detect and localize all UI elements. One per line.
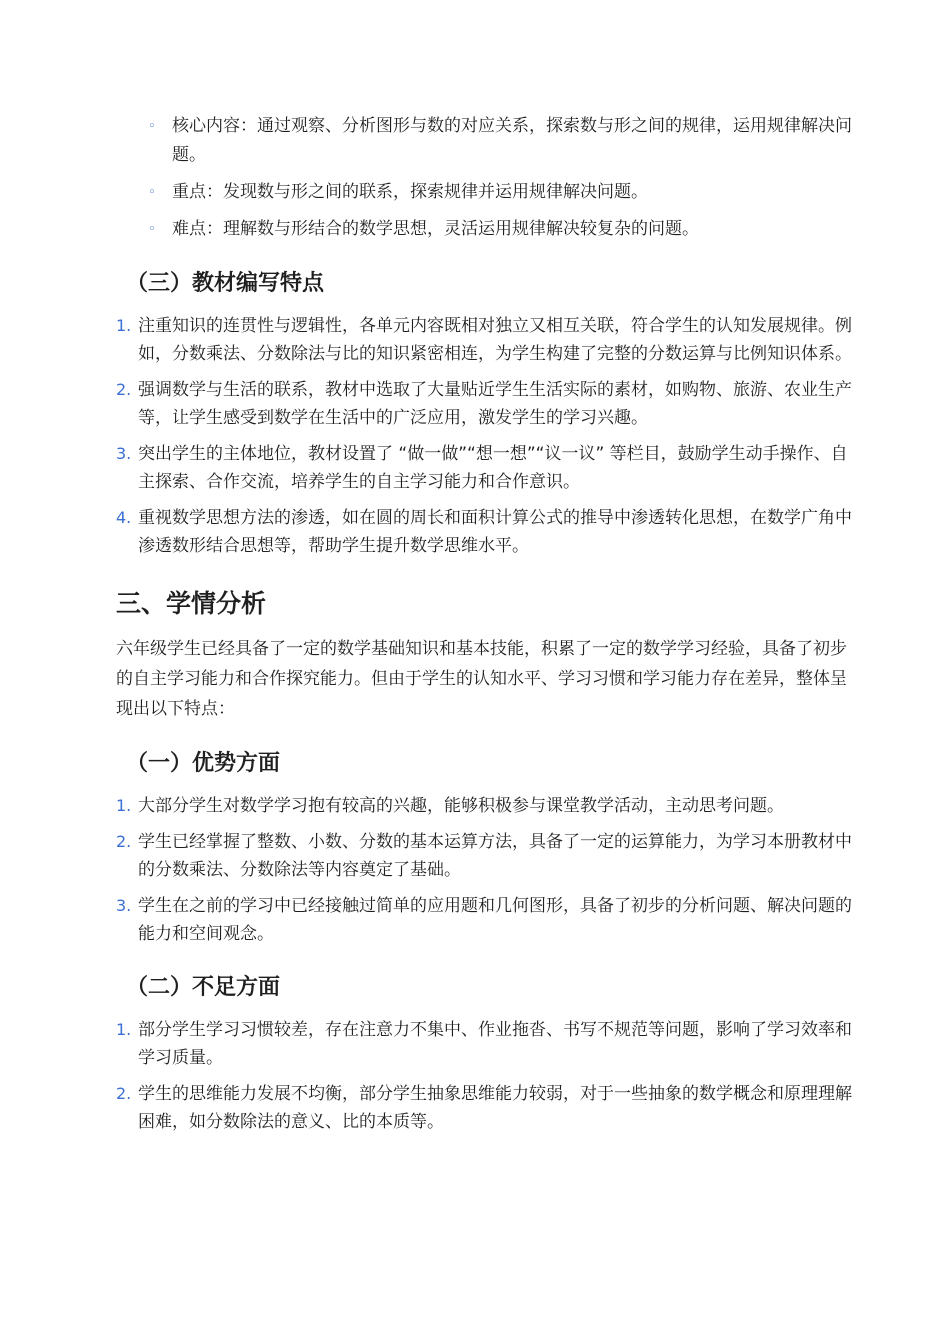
list-number: 2.	[116, 1084, 132, 1103]
list-item	[116, 215, 856, 244]
list-item-text: 难点：理解数与形结合的数学思想，灵活运用规律解决较复杂的问题。	[172, 219, 699, 239]
list-item-text: 核心内容：通过观察、分析图形与数的对应关系，探索数与形之间的规律，运用规律解决问题。	[172, 116, 852, 165]
textbook-features-list	[116, 312, 856, 560]
list-number: 2.	[116, 832, 132, 851]
list-item	[116, 892, 856, 948]
list-item	[116, 792, 856, 820]
list-item-text: 重点：发现数与形之间的联系，探索规律并运用规律解决问题。	[172, 182, 648, 202]
list-item-text: 学生已经掌握了整数、小数、分数的基本运算方法，具备了一定的运算能力，为学习本册教材中的分数乘法、分数除法等内容奠定了基础。	[138, 832, 852, 880]
strengths-list	[116, 792, 856, 948]
list-item-text: 部分学生学习习惯较差，存在注意力不集中、作业拖沓、书写不规范等问题，影响了学习效率和学习质量。	[138, 1020, 852, 1068]
list-item	[116, 828, 856, 884]
list-number: 1.	[116, 1020, 132, 1039]
list-number: 2.	[116, 380, 132, 399]
top-bullet-list	[116, 112, 856, 244]
list-item-text: 重视数学思想方法的渗透，如在圆的周长和面积计算公式的推导中渗透转化思想，在数学广角中渗透数形结合思想等，帮助学生提升数学思维水平。	[138, 508, 852, 556]
list-number: 1.	[116, 316, 132, 335]
list-item	[116, 178, 856, 207]
section-heading-student-analysis: 三、学情分析	[116, 589, 267, 618]
list-item-text: 学生的思维能力发展不均衡，部分学生抽象思维能力较弱，对于一些抽象的数学概念和原理理解困难，如分数除法的意义、比的本质等。	[138, 1084, 852, 1132]
list-item	[116, 440, 856, 496]
list-item-text: 强调数学与生活的联系，教材中选取了大量贴近学生生活实际的素材，如购物、旅游、农业生产等，让学生感受到数学在生活中的广泛应用，激发学生的学习兴趣。	[138, 380, 852, 428]
list-number: 1.	[116, 796, 132, 815]
section-heading-textbook-features: （三）教材编写特点	[126, 271, 325, 296]
section-heading-weaknesses: （二）不足方面	[126, 975, 281, 1000]
document-content	[116, 112, 856, 1144]
bullet-icon: ◦	[148, 185, 156, 200]
list-item-text: 大部分学生对数学学习抱有较高的兴趣，能够积极参与课堂教学活动，主动思考问题。	[138, 796, 784, 816]
list-item	[116, 504, 856, 560]
list-item	[116, 312, 856, 368]
list-item	[116, 1016, 856, 1072]
list-item	[116, 376, 856, 432]
student-analysis-intro: 六年级学生已经具备了一定的数学基础知识和基本技能，积累了一定的数学学习经验，具备了初步的自主学习能力和合作探究能力。但由于学生的认知水平、学习习惯和学习能力存在差异，整体呈现出以下特点：	[116, 639, 847, 719]
list-number: 4.	[116, 508, 132, 527]
section-heading-strengths: （一）优势方面	[126, 751, 281, 776]
bullet-icon: ◦	[148, 222, 156, 237]
list-item-text: 学生在之前的学习中已经接触过简单的应用题和几何图形，具备了初步的分析问题、解决问题的能力和空间观念。	[138, 896, 852, 944]
bullet-icon: ◦	[148, 119, 156, 134]
list-item	[116, 112, 856, 170]
list-item	[116, 1080, 856, 1136]
list-item-text: 突出学生的主体地位，教材设置了 “做一做”“想一想”“议一议” 等栏目，鼓励学生动手操作、自主探索、合作交流，培养学生的自主学习能力和合作意识。	[138, 444, 848, 492]
list-item-text: 注重知识的连贯性与逻辑性，各单元内容既相对独立又相互关联，符合学生的认知发展规律。例如，分数乘法、分数除法与比的知识紧密相连，为学生构建了完整的分数运算与比例知识体系。	[138, 316, 852, 364]
list-number: 3.	[116, 896, 132, 915]
list-number: 3.	[116, 444, 132, 463]
weaknesses-list	[116, 1016, 856, 1136]
